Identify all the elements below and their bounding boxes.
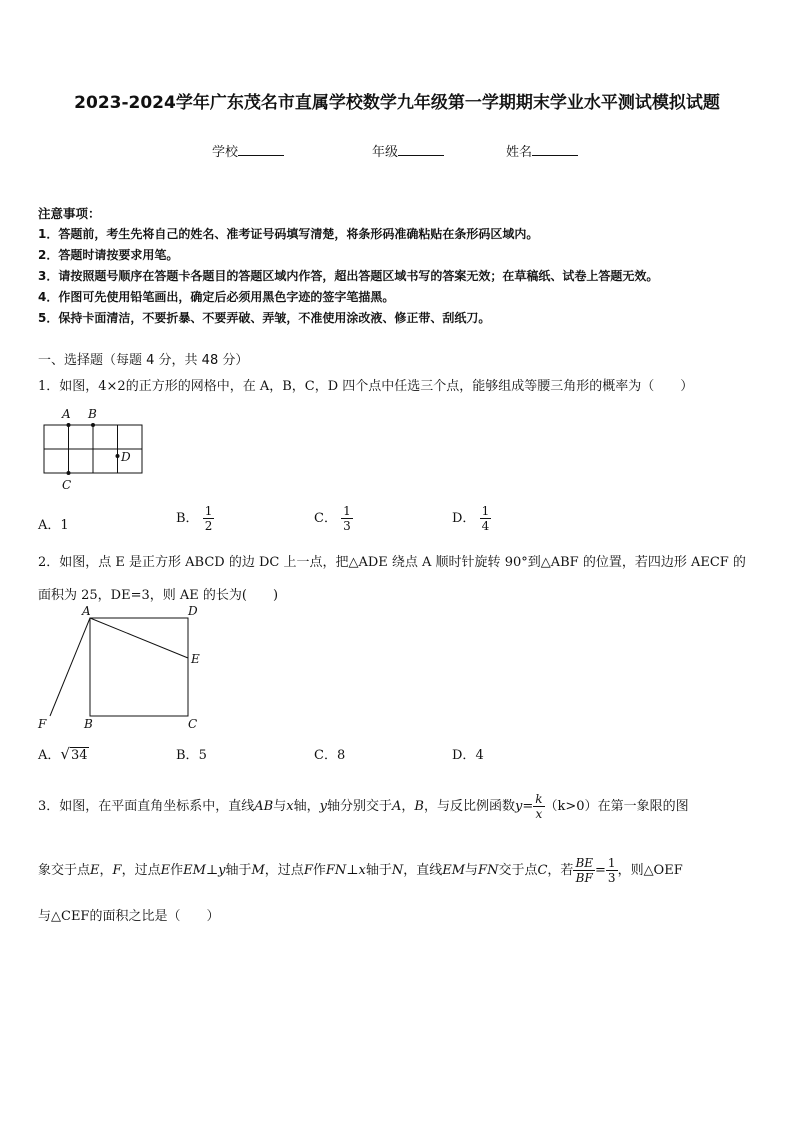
q1-option-b (176, 504, 214, 533)
denominator: x (535, 807, 543, 821)
var: FN (478, 863, 499, 878)
option-label: D． (452, 748, 476, 763)
name-field (506, 141, 578, 160)
label-a: A (62, 407, 71, 421)
label-c: C (62, 478, 72, 492)
text: 轴于 (365, 863, 392, 878)
text: ， (99, 863, 113, 878)
var: y (514, 799, 523, 814)
question-3-line-3: 与△CEF的面积之比是（ ） (38, 909, 220, 924)
numerator: 1 (481, 504, 490, 518)
note-item: 2．答题时请按要求用笔。 (38, 248, 179, 262)
numerator: 1 (204, 504, 213, 518)
var: E (160, 863, 171, 878)
var: F (112, 863, 122, 878)
q2-option-c (314, 744, 345, 763)
var: C (537, 863, 548, 878)
q2-option-d (452, 744, 484, 763)
question-3-line-2 (38, 856, 683, 885)
school-blank (238, 142, 284, 156)
name-label: 姓名 (506, 145, 533, 160)
fraction (203, 504, 215, 533)
text: 象交于点 (38, 863, 91, 878)
q2-option-a (38, 744, 89, 763)
option-value: 4 (475, 748, 484, 763)
text: 轴， (293, 799, 320, 814)
radicand: 34 (70, 748, 88, 763)
text: 作 (170, 863, 184, 878)
text: （k>0） (544, 799, 598, 814)
option-label: B． (176, 511, 199, 526)
exam-title: 2023-2024学年广东茂名市直属学校数学九年级第一学期期末学业水平测试模拟试题 (74, 93, 720, 113)
text: 作 (312, 863, 326, 878)
grade-blank (398, 142, 444, 156)
q1-option-c (314, 504, 353, 533)
option-label: D． (452, 511, 476, 526)
point-d (116, 454, 120, 458)
label-e: E (191, 652, 200, 666)
denominator: 2 (204, 519, 213, 533)
var: B (414, 799, 424, 814)
point-a (67, 423, 71, 427)
school-field (212, 141, 284, 160)
q2-figure-lines (50, 618, 188, 716)
notes-heading: 注意事项： (38, 206, 101, 221)
denominator: 4 (481, 519, 490, 533)
label-c: C (188, 717, 198, 731)
text: 与 (465, 863, 479, 878)
var: y (319, 799, 327, 814)
text: ，则△OEF (617, 863, 683, 878)
text: 轴于 (225, 863, 252, 878)
q1-grid-lines (44, 425, 142, 473)
text: 轴分别交于 (326, 799, 392, 814)
option-label: C． (314, 748, 337, 763)
point-c (67, 471, 71, 475)
note-item: 1．答题前，考生先将自己的姓名、准考证号码填写清楚，将条形码准确粘贴在条形码区域内。 (38, 227, 539, 241)
var: AB (254, 799, 274, 814)
question-2-line-1: 2．如图，点 E 是正方形 ABCD 的边 DC 上一点，把△ADE 绕点 A 顺时针旋转 90°到△ABF 的位置，若四边形 AECF 的 (38, 555, 746, 570)
q2-square-figure (34, 602, 214, 734)
text: = (522, 799, 534, 814)
fraction (341, 504, 353, 533)
denominator: 3 (607, 871, 616, 885)
point-b (91, 423, 95, 427)
section-heading: 一、选择题（每题 4 分，共 48 分） (38, 353, 249, 368)
q1-option-d (452, 504, 491, 533)
grade-label: 年级 (372, 145, 399, 160)
option-label: A． (38, 748, 61, 763)
numerator: k (535, 792, 543, 806)
var: FN⊥x (325, 863, 366, 878)
question-1-text: 1．如图，4×2的正方形的网格中，在 A，B，C，D 四个点中任选三个点，能够组成等腰三角形的概率为（ ） (38, 379, 694, 394)
name-blank (532, 142, 578, 156)
option-label: A． (38, 518, 61, 533)
label-a: A (82, 604, 91, 618)
var: EM (442, 863, 466, 878)
var: E (90, 863, 100, 878)
question-3-line-1 (38, 792, 689, 821)
text: = (595, 863, 606, 878)
text: ，过点 (264, 863, 304, 878)
var: x (286, 799, 294, 814)
label-d: D (121, 450, 131, 464)
q1-option-a (38, 514, 69, 533)
question-2-line-2: 面积为 25，DE=3，则 AE 的长为( ) (38, 588, 279, 603)
label-f: F (38, 717, 47, 731)
k-over-x-fraction (533, 792, 544, 821)
text: ， (401, 799, 415, 814)
var: F (303, 863, 313, 878)
note-item: 5．保持卡面清洁，不要折暴、不要弄破、弄皱，不准使用涂改液、修正带、刮纸刀。 (38, 311, 491, 325)
text: ，直线 (403, 863, 443, 878)
label-d: D (188, 604, 198, 618)
fraction (480, 504, 492, 533)
sqrt-expression: √34 (60, 745, 88, 763)
numerator: 1 (607, 856, 616, 870)
option-value: 8 (336, 748, 346, 763)
school-label: 学校 (212, 145, 239, 160)
label-b: B (88, 407, 97, 421)
var: A (391, 799, 402, 814)
option-label: C． (314, 511, 337, 526)
one-third-fraction (606, 856, 618, 885)
option-value: 1 (60, 518, 69, 533)
be-over-bf-fraction (573, 856, 595, 885)
text: ，过点 (121, 863, 161, 878)
text: ，与反比例函数 (423, 799, 515, 814)
grade-field (372, 141, 444, 160)
label-b: B (84, 717, 93, 731)
note-item: 4．作图可先使用铅笔画出，确定后必须用黑色字迹的签字笔描黑。 (38, 290, 395, 304)
option-label: B． (176, 748, 199, 763)
var: EM⊥y (183, 863, 226, 878)
q1-grid-figure (36, 402, 156, 494)
option-value: 5 (198, 748, 207, 763)
denominator: BF (575, 871, 593, 885)
text: 在第一象限的图 (597, 799, 689, 814)
text: 与 (273, 799, 287, 814)
text: 3．如图，在平面直角坐标系中，直线 (38, 799, 255, 814)
numerator: BE (575, 856, 594, 870)
text: 交于点 (498, 863, 538, 878)
note-item: 3．请按照题号顺序在答题卡各题目的答题区域内作答，超出答题区域书写的答案无效；在草稿纸、试卷上答题无效。 (38, 269, 659, 283)
denominator: 3 (343, 519, 351, 533)
q2-option-b (176, 744, 207, 763)
var: N (391, 863, 404, 878)
numerator: 1 (343, 504, 351, 518)
var: M (251, 863, 265, 878)
text: ，若 (547, 863, 574, 878)
